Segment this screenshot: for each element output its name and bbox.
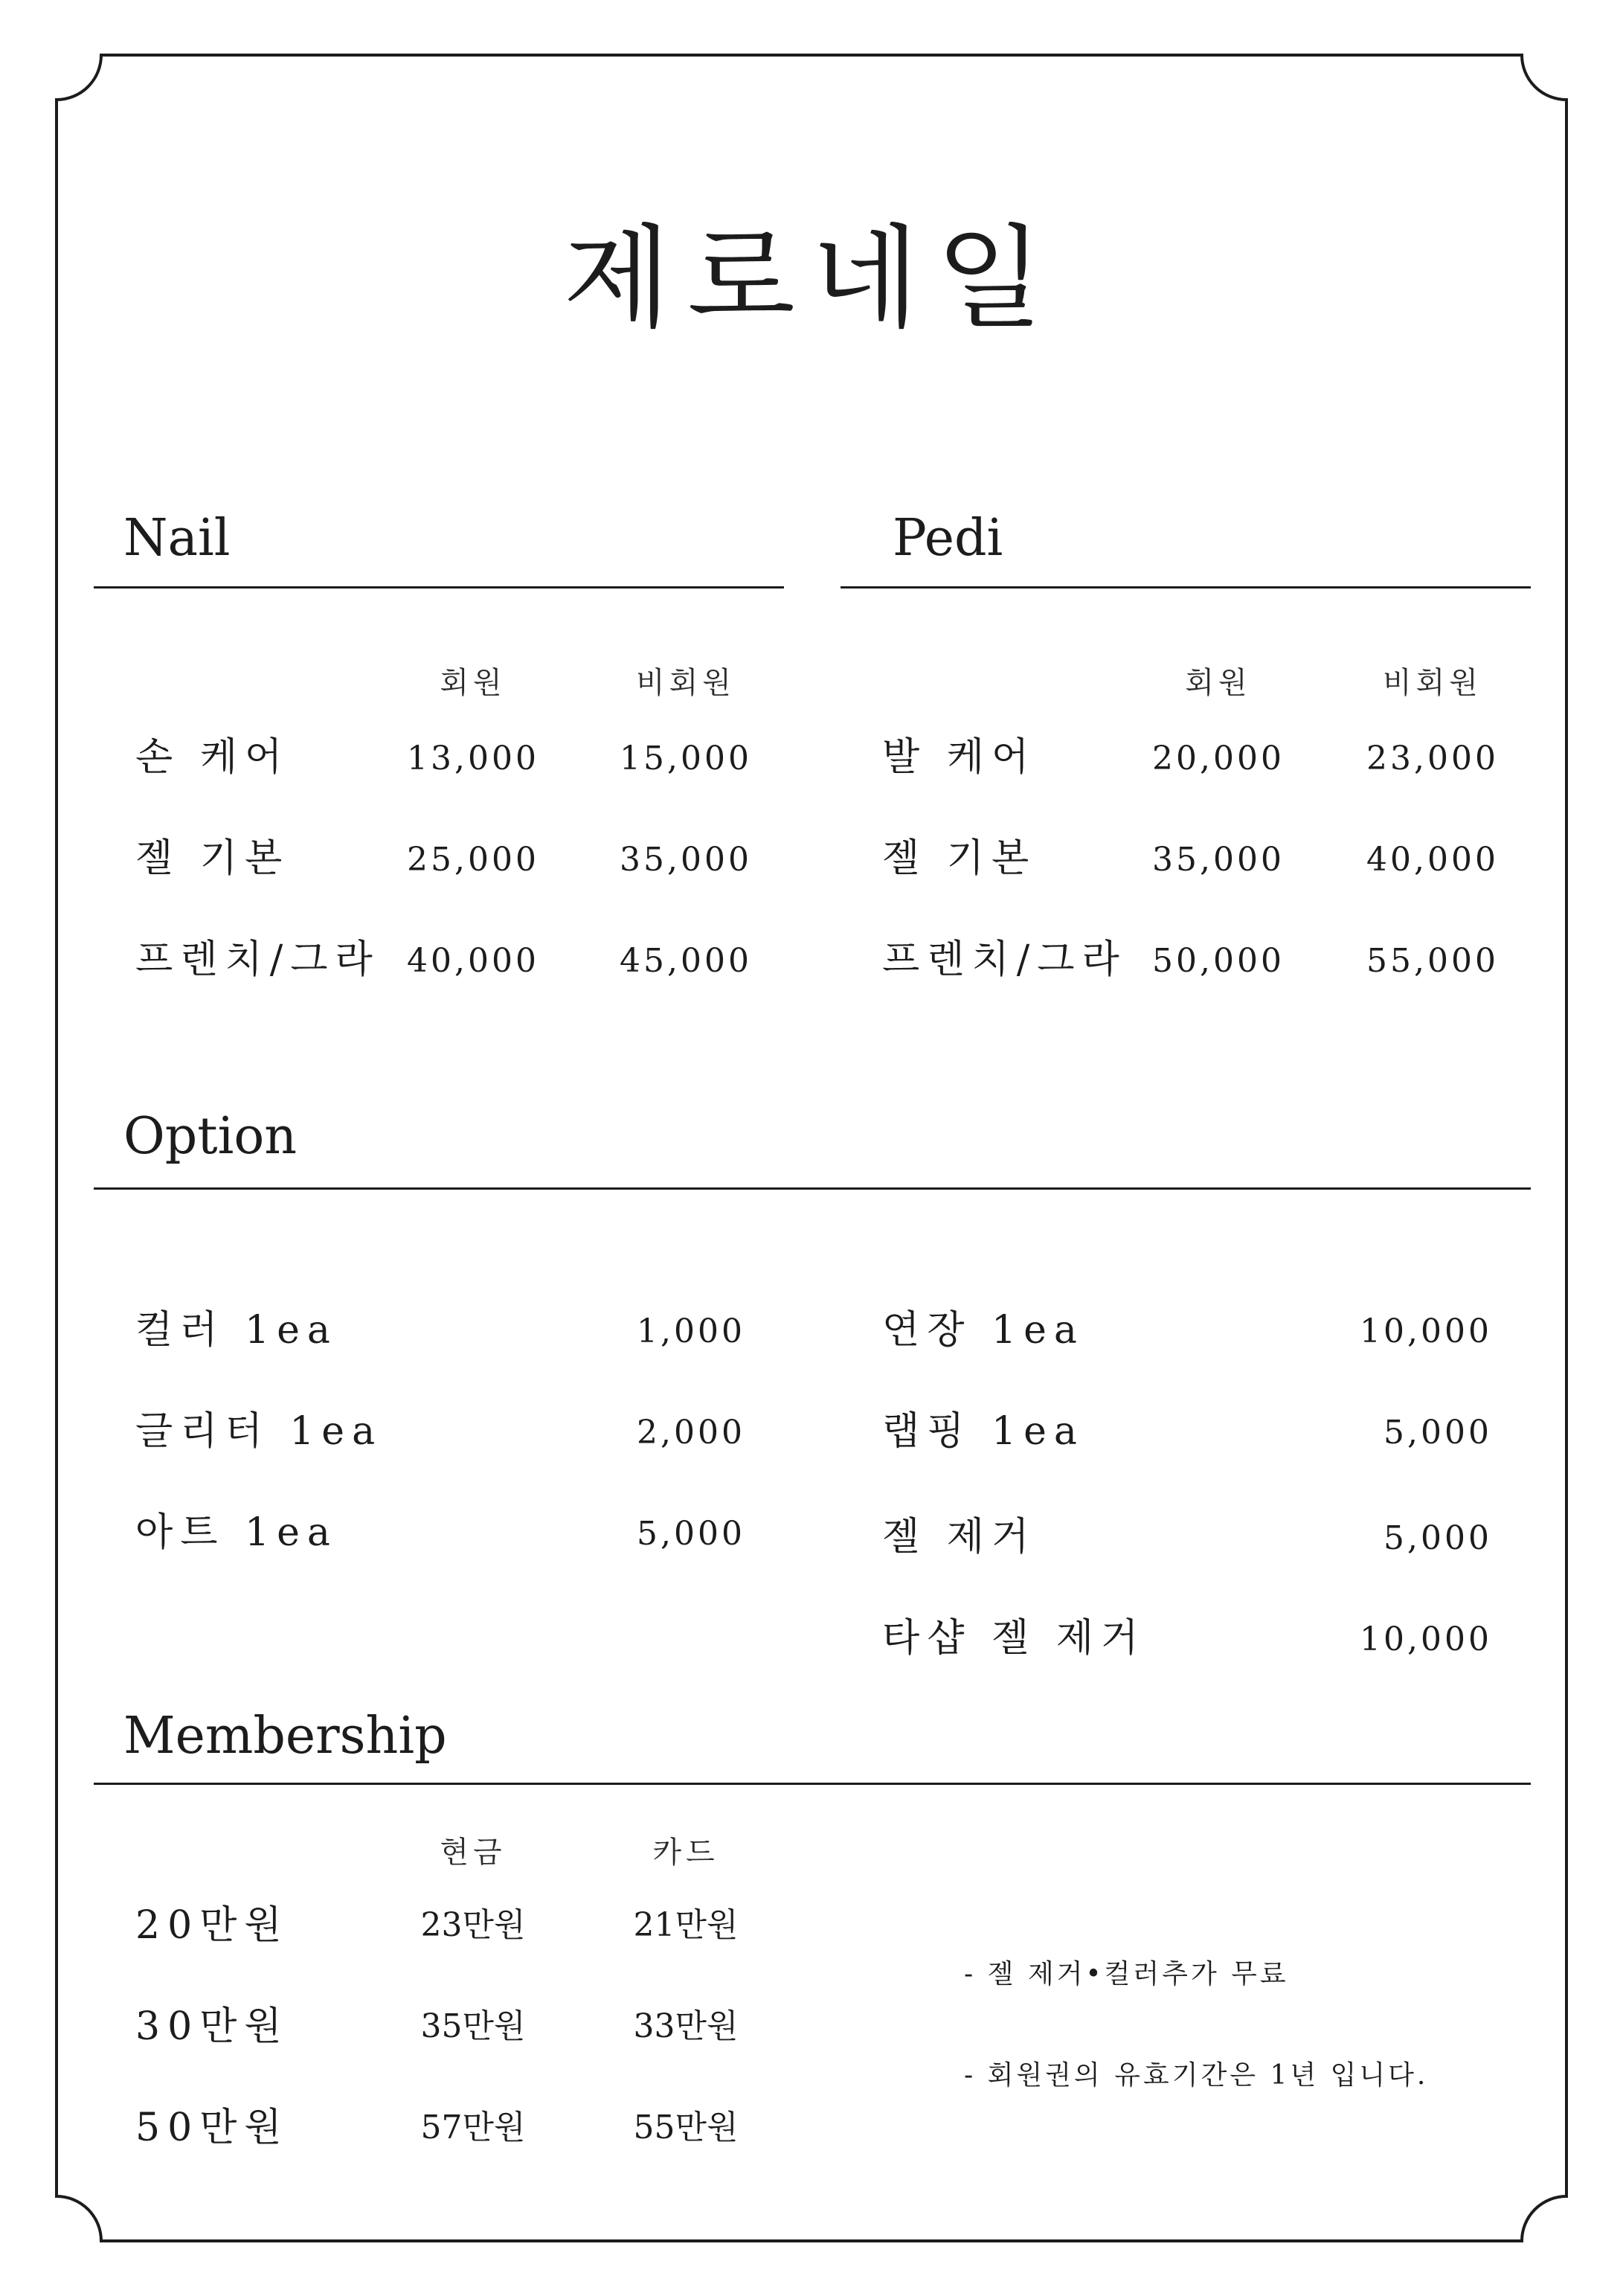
- option-item-name: 타샵 젤 제거: [882, 1616, 1146, 1661]
- option-heading: Option: [123, 1107, 298, 1166]
- membership-cash-value: 23만원: [420, 1906, 526, 1944]
- nail-item-member-price: 25,000: [407, 841, 539, 879]
- nail-item-name: 프렌치/그라: [135, 937, 380, 982]
- nail-item-nonmember-price: 15,000: [620, 740, 752, 777]
- option-item-name: 젤 제거: [882, 1515, 1037, 1559]
- membership-note: - 회원권의 유효기간은 1년 입니다.: [964, 2060, 1429, 2091]
- option-item-price: 5,000: [637, 1515, 745, 1553]
- nail-item-nonmember-price: 35,000: [620, 841, 752, 879]
- membership-card-value: 21만원: [633, 1906, 739, 1944]
- membership-divider: [94, 1783, 1531, 1785]
- nail-heading: Nail: [123, 509, 231, 568]
- option-item-price: 5,000: [1383, 1519, 1492, 1557]
- nail-item-member-price: 40,000: [407, 942, 539, 980]
- nail-col-member: 회원: [440, 666, 507, 700]
- option-item-name: 아트 1ea: [135, 1510, 338, 1555]
- nail-item-member-price: 13,000: [407, 740, 539, 777]
- nail-col-nonmember: 비회원: [636, 666, 736, 700]
- pedi-item-member-price: 35,000: [1152, 841, 1285, 879]
- membership-card-value: 55만원: [633, 2109, 739, 2146]
- membership-cash-value: 57만원: [420, 2109, 526, 2146]
- pedi-item-member-price: 50,000: [1152, 942, 1285, 980]
- pedi-item-name: 발 케어: [882, 735, 1037, 780]
- nail-item-name: 손 케어: [135, 735, 290, 780]
- pedi-item-nonmember-price: 40,000: [1366, 841, 1499, 879]
- membership-amount: 30만원: [135, 2004, 289, 2049]
- option-item-name: 랩핑 1ea: [882, 1409, 1084, 1454]
- nail-divider: [94, 586, 784, 589]
- pedi-col-nonmember: 비회원: [1383, 666, 1482, 700]
- option-item-name: 글리터 1ea: [135, 1409, 383, 1454]
- option-item-name: 연장 1ea: [882, 1308, 1084, 1353]
- membership-col-card: 카드: [652, 1835, 719, 1870]
- membership-col-cash: 현금: [440, 1835, 507, 1870]
- pedi-item-member-price: 20,000: [1152, 740, 1285, 777]
- option-item-price: 5,000: [1383, 1414, 1492, 1452]
- membership-cash-value: 35만원: [420, 2007, 526, 2045]
- membership-note: - 젤 제거•컬러추가 무료: [964, 1959, 1289, 1989]
- option-item-price: 10,000: [1360, 1312, 1492, 1350]
- option-item-price: 2,000: [637, 1414, 745, 1452]
- pedi-item-name: 젤 기본: [882, 836, 1037, 881]
- nail-item-nonmember-price: 45,000: [620, 942, 752, 980]
- membership-heading: Membership: [123, 1707, 447, 1766]
- option-item-price: 10,000: [1360, 1620, 1492, 1658]
- membership-amount: 50만원: [135, 2106, 289, 2150]
- pedi-item-nonmember-price: 55,000: [1366, 942, 1499, 980]
- option-item-price: 1,000: [637, 1312, 745, 1350]
- pedi-heading: Pedi: [893, 509, 1003, 568]
- option-item-name: 컬러 1ea: [135, 1308, 338, 1353]
- pedi-divider: [841, 586, 1531, 589]
- membership-amount: 20만원: [135, 1903, 289, 1948]
- membership-card-value: 33만원: [633, 2007, 739, 2045]
- nail-item-name: 젤 기본: [135, 836, 290, 881]
- pedi-col-member: 회원: [1185, 666, 1252, 700]
- pedi-item-name: 프렌치/그라: [882, 937, 1127, 982]
- option-divider: [94, 1187, 1531, 1190]
- page-title: 제로네일: [563, 214, 1060, 344]
- pedi-item-nonmember-price: 23,000: [1366, 740, 1499, 777]
